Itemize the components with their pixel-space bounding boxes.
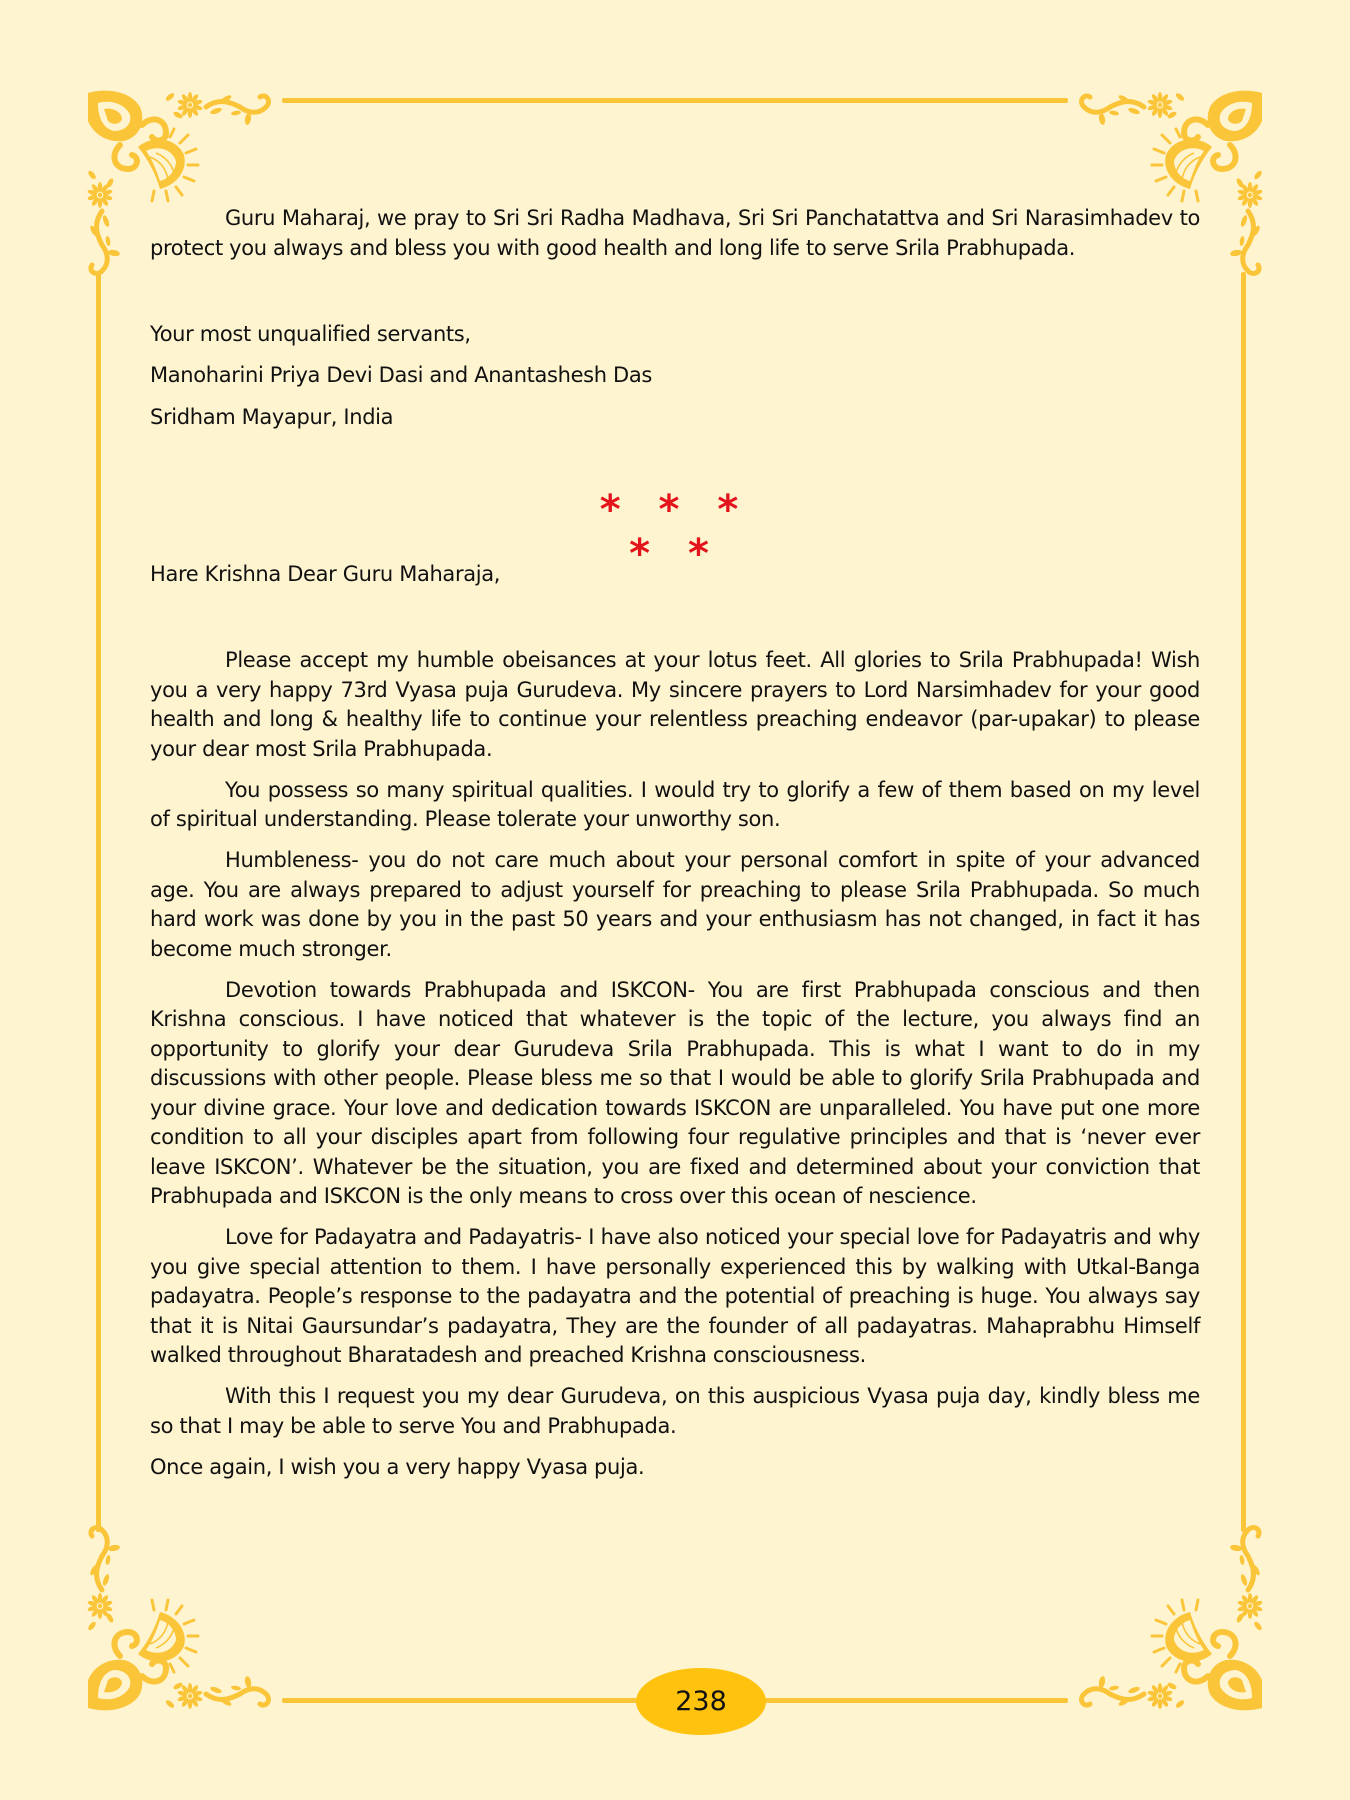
letter2-body bbox=[150, 646, 1200, 1494]
letter1-signoff: Your most unqualified servants, bbox=[150, 322, 471, 346]
letter2-paragraph: With this I request you my dear Gurudeva, on this auspicious Vyasa puja day, kindly bless me so that I may be able to serve You and Prabhupada. bbox=[150, 1384, 1200, 1438]
letter2-paragraph: Please accept my humble obeisances at your lotus feet. All glories to Srila Prabhupada! Wish you a very happy 73rd Vyasa puja Gurudeva. My sincere prayers to Lord Narsimhadev for your good health and long & healthy life to continue your relentless preaching endeavor (par-upakar) to please your dear most Srila Prabhupada. bbox=[150, 648, 1200, 761]
corner-ornament-bottom-left-icon bbox=[80, 1516, 280, 1716]
border-top-line bbox=[282, 98, 1068, 103]
letter2-final-line: Once again, I wish you a very happy Vyasa puja. bbox=[150, 1454, 645, 1479]
letter2-paragraph: Devotion towards Prabhupada and ISKCON- You are first Prabhupada conscious and then Krishna conscious. I have noticed that whatever is the topic of the lecture, you always find an opportunity to glorify your dear Gurudeva Srila Prabhupada. This is what I want to do in my discussions with other people. Please bless me so that I would be able to glorify Srila Prabhupada and your divine grace. Your love and dedication towards ISKCON are unparalleled. You have put one more condition to all your disciples apart from following four regulative principles and that is ‘never ever leave ISKCON’. Whatever be the situation, you are fixed and determined about your conviction that Prabhupada and ISKCON is the only means to cross over this ocean of nescience. bbox=[150, 977, 1200, 1208]
page-number: 238 bbox=[675, 1686, 727, 1717]
border-right-line bbox=[1241, 272, 1246, 1532]
letter2-paragraph: You possess so many spiritual qualities. I would try to glorify a few of them based on my level of spiritual understanding. Please tolerate your unworthy son. bbox=[150, 777, 1200, 831]
letter2-paragraph: Love for Padayatra and Padayatris- I have also noticed your special love for Padayatris and why you give special attention to them. I have personally experienced this by walking with Utkal-Banga padayatra. People’s response to the padayatra and the potential of preaching is huge. You always say that it is Nitai Gaursundar’s padayatra, They are the founder of all padayatras. Mahaprabhu Himself walked throughout Bharatadesh and preached Krishna consciousness. bbox=[150, 1225, 1200, 1367]
letter2-paragraph: Humbleness- you do not care much about your personal comfort in spite of your advanced age. You are always prepared to adjust yourself for preaching to please Srila Prabhupada. So much hard work was done by you in the past 50 years and your enthusiasm has not changed, in fact it has become much stronger. bbox=[150, 848, 1200, 961]
corner-ornament-bottom-right-icon bbox=[1070, 1516, 1270, 1716]
page-number-badge bbox=[636, 1668, 766, 1735]
border-left-line bbox=[96, 272, 101, 1532]
letter1-location: Sridham Mayapur, India bbox=[150, 405, 394, 429]
letter1-closing-paragraph: Guru Maharaj, we pray to Sri Sri Radha Madhava, Sri Sri Panchatattva and Sri Narasimhadev to protect you always and bless you with good health and long life to serve Srila Prabhupada. bbox=[150, 206, 1200, 260]
letter1-body bbox=[150, 204, 1200, 274]
letter1-signatories: Manoharini Priya Devi Dasi and Anantashesh Das bbox=[150, 363, 652, 387]
letter2-greeting: Hare Krishna Dear Guru Maharaja, bbox=[150, 562, 501, 586]
section-separator-asterisks: * * * * * bbox=[599, 487, 751, 577]
